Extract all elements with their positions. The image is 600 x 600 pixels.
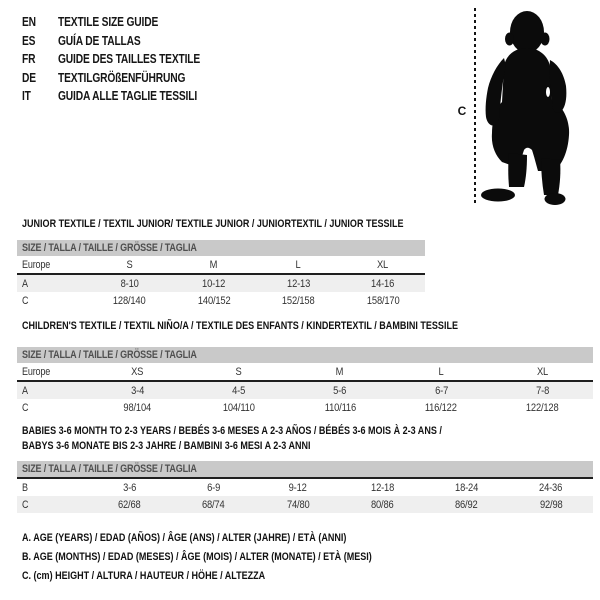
value-text: 4-5 [232,384,246,397]
size-text: L [438,365,444,378]
value-text: 92/98 [539,498,563,511]
value-text: 116/122 [425,401,458,414]
value-text: 3-6 [122,481,136,494]
language-title [58,52,231,66]
language-code-text: EN [22,15,36,30]
section-title-wrap [17,424,593,454]
size-text: M [209,258,218,271]
size-cell [341,256,426,274]
language-title-text: GUÍA DE TALLAS [58,33,141,48]
language-row [22,87,231,106]
value-text: 10-12 [202,277,226,290]
language-code-text: FR [22,52,36,67]
table-row [17,399,593,416]
note-text: C. (cm) HEIGHT / ALTURA / HAUTEUR / HÖHE / ALTEZZA [22,569,266,582]
value-cell [340,496,424,513]
note-line-c [22,567,449,586]
value-cell [87,274,172,292]
value-text: 140/152 [197,294,231,307]
value-cell [492,381,593,399]
size-header-cell [17,240,425,256]
value-text: 80/86 [370,498,394,511]
row-label-cell [17,381,87,399]
value-text: 12-13 [286,277,310,290]
size-text: S [126,258,133,271]
value-cell [492,399,593,416]
value-text: 104/110 [222,401,255,414]
size-cell [492,363,593,381]
value-text: 62/68 [117,498,141,511]
value-text: 152/158 [281,294,315,307]
language-title [58,89,228,103]
value-text: 98/104 [123,401,152,414]
value-cell [171,496,255,513]
size-header-cell [17,347,593,363]
size-header-row [17,461,593,478]
value-text: 18-24 [454,481,479,494]
legend-notes [22,529,449,585]
value-cell [256,496,340,513]
size-text: XS [131,365,144,378]
section-title-text: JUNIOR TEXTILE / TEXTIL JUNIOR/ TEXTILE JUNIOR / JUNIORTEXTIL / JUNIOR TESSILE [22,218,404,230]
size-cell [188,363,289,381]
value-cell [509,496,593,513]
section-title-wrap [17,217,425,231]
value-text: 122/128 [526,401,559,414]
table-row [17,496,593,513]
size-header-text: SIZE / TALLA / TAILLE / GRÖSSE / TAGLIA [22,463,197,475]
language-row [22,69,231,88]
table-row [17,274,425,292]
note-line-a [22,529,449,548]
row-label-cell [17,274,87,292]
table-row [17,363,593,381]
table-row [17,292,425,309]
size-cell [256,256,341,274]
value-cell [188,399,289,416]
language-code-text: IT [22,89,31,104]
value-text: 110/116 [324,401,356,414]
value-text: 74/80 [286,498,310,511]
value-cell [424,496,508,513]
note-text: A. AGE (YEARS) / EDAD (AÑOS) / ÂGE (ANS) / ALTER (JAHRE) / ETÀ (ANNI) [22,532,347,544]
row-label-text: Europe [22,258,51,271]
language-title-text: GUIDA ALLE TAGLIE TESSILI [58,89,198,104]
row-label-text: C [22,401,29,414]
size-text: XL [536,365,548,378]
section-junior-textile [17,217,425,309]
value-cell [509,478,593,496]
language-title-text: TEXTILE SIZE GUIDE [58,15,159,30]
size-cell [87,256,172,274]
size-header-text: SIZE / TALLA / TAILLE / GRÖSSE / TAGLIA [22,349,197,361]
row-label-text: C [22,294,29,307]
value-text: 6-9 [206,481,220,494]
value-cell [87,292,172,309]
language-title-text: GUIDE DES TAILLES TEXTILE [58,52,201,67]
row-label-cell [17,399,87,416]
language-code [22,15,58,29]
section-title [22,319,593,333]
row-label-text: C [22,498,29,511]
value-cell [188,381,289,399]
language-code-text: DE [22,70,36,85]
value-cell [341,274,426,292]
section-title-text: BABYS 3-6 MONATE BIS 2-3 JAHRE / BAMBINI 3-6 MESI A 2-3 ANNI [22,440,311,452]
row-label-cell [17,256,87,274]
children-size-table [17,347,593,416]
row-label-text: A [22,384,28,397]
language-title [58,15,180,29]
size-text: XL [377,258,389,271]
value-cell [172,292,257,309]
value-text: 5-6 [333,384,347,397]
value-cell [424,478,508,496]
row-label-text: B [22,481,28,494]
size-text: M [336,365,344,378]
height-measure-dashed-line [474,8,476,205]
row-label-cell [17,363,87,381]
babies-size-table [17,461,593,513]
section-children-textile [17,319,593,416]
value-text: 68/74 [202,498,225,511]
value-cell [87,496,171,513]
table-row [17,256,425,274]
size-header-row [17,347,593,363]
value-text: 128/140 [112,294,146,307]
language-code [22,34,58,48]
value-cell [256,292,341,309]
value-text: 86/92 [455,498,478,511]
value-cell [172,274,257,292]
language-code [22,71,58,85]
value-text: 6-7 [434,384,448,397]
section-title-text: BABIES 3-6 MONTH TO 2-3 YEARS / BEBÉS 3-6 MESES A 2-3 AÑOS / BÉBÉS 3-6 MOIS À 2-3 ANS / [22,425,442,437]
language-code [22,52,58,66]
language-row [22,32,231,51]
value-cell [289,381,390,399]
language-code [22,89,58,103]
row-label-text: Europe [22,365,51,378]
size-header-row [17,240,425,256]
language-title [58,71,213,85]
section-title-text: CHILDREN'S TEXTILE / TEXTIL NIÑO/A / TEXTILE DES ENFANTS / KINDERTEXTIL / BAMBINI TESSILE [22,320,458,332]
value-text: 8-10 [120,277,139,290]
value-cell [87,381,188,399]
value-cell [289,399,390,416]
value-cell [340,478,424,496]
value-text: 24-36 [539,481,563,494]
language-title-text: TEXTILGRÖßENFÜHRUNG [58,70,186,85]
language-row [22,13,231,32]
table-row [17,381,593,399]
row-label-cell [17,496,87,513]
row-label-cell [17,478,87,496]
value-cell [341,292,426,309]
note-line-b [22,548,449,567]
junior-size-table [17,240,425,309]
value-text: 7-8 [535,384,549,397]
language-title [58,34,159,48]
size-cell [391,363,492,381]
value-cell [391,381,492,399]
note-text: B. AGE (MONTHS) / EDAD (MESES) / ÂGE (MOIS) / ALTER (MONATE) / ETÀ (MESI) [22,550,372,563]
baby-silhouette-icon [478,8,574,210]
value-text: 158/170 [366,294,400,307]
size-header-text: SIZE / TALLA / TAILLE / GRÖSSE / TAGLIA [22,242,197,254]
size-text: L [295,258,301,271]
section-title-wrap [17,319,593,333]
row-label-text: A [22,277,28,290]
row-label-cell [17,292,87,309]
value-cell [87,399,188,416]
size-text: S [235,365,242,378]
section-title [22,217,425,231]
value-cell [256,478,340,496]
value-cell [171,478,255,496]
value-text: 12-18 [370,481,394,494]
section-babies-textile [17,424,593,513]
value-cell [87,478,171,496]
size-cell [289,363,390,381]
size-header-cell [17,461,593,478]
table-row [17,478,593,496]
value-cell [256,274,341,292]
size-cell [172,256,257,274]
language-row [22,50,231,69]
language-title-list [22,13,231,106]
value-cell [391,399,492,416]
value-text: 14-16 [371,277,395,290]
language-code-text: ES [22,33,36,48]
section-title [22,439,593,454]
height-measure-label: C [457,104,467,118]
value-text: 9-12 [288,481,307,494]
value-text: 3-4 [131,384,145,397]
section-title [22,424,593,439]
size-cell [87,363,188,381]
